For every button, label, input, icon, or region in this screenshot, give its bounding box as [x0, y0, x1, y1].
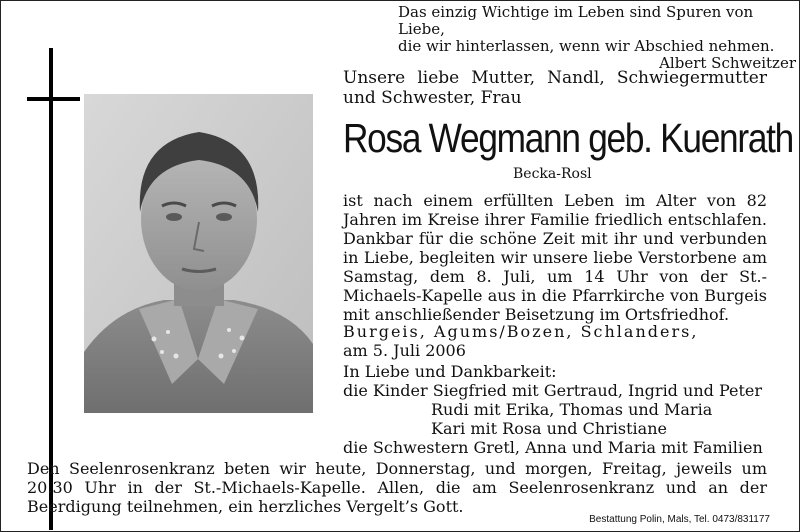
cross-vertical-bar [49, 48, 53, 530]
deceased-name: Rosa Wegmann geb. Kuenrath [343, 115, 793, 161]
place-line: Burgeis, Agums/Bozen, Schlanders, [343, 322, 699, 341]
mourner-line: Kari mit Rosa und Christiane [431, 419, 667, 438]
date-line: am 5. Juli 2006 [343, 341, 466, 360]
cross-horizontal-bar [27, 97, 80, 101]
gratitude-heading: In Liebe und Dankbarkeit: [343, 362, 557, 381]
announcement-text: ist nach einem erfüllten Leben im Alter von 82 Jahren im Kreise ihrer Familie friedlich entschlafen. Dankbar für die schöne Zeit mit ihr und verbunden in Liebe, begleiten wir unsere liebe Verstorbene am Samstag, dem 8. Juli, um 14 Uhr von der St.-Michaels-Kapelle aus in die Pfarrkirche von Burgeis mit anschließender Beisetzung im Ortsfriedhof. [343, 191, 767, 324]
mourners-list [343, 362, 763, 457]
intro-text: Unsere liebe Mutter, Nandl, Schwiegermutter und Schwester, Frau [343, 68, 767, 108]
funeral-home-credit: Bestattung Polin, Mals, Tel. 0473/831177 [589, 514, 770, 525]
deceased-nickname: Becka-Rosl [513, 166, 592, 182]
place-and-date [343, 322, 698, 360]
portrait-photo [84, 94, 313, 413]
quote-line: Das einzig Wichtige im Leben sind Spuren von Liebe, [398, 3, 754, 38]
quote-block [398, 4, 800, 72]
quote-author: Albert Schweitzer [659, 54, 796, 72]
mourner-line: Rudi mit Erika, Thomas und Maria [431, 400, 713, 419]
rosary-announcement: Den Seelenrosenkranz beten wir heute, Donnerstag, und morgen, Freitag, jeweils um 20.30 Uhr in der St.-Michaels-Kapelle. Allen, die am Seelenrosenkranz und an der Beerdigung teilnehmen, ein herzliches Vergelt’s Gott. [27, 459, 767, 516]
quote-line: die wir hinterlassen, wenn wir Abschied nehmen. [398, 37, 775, 55]
mourner-line: die Kinder Siegfried mit Gertraud, Ingrid und Peter [343, 381, 763, 400]
mourner-line: die Schwestern Gretl, Anna und Maria mit Familien [343, 438, 763, 457]
